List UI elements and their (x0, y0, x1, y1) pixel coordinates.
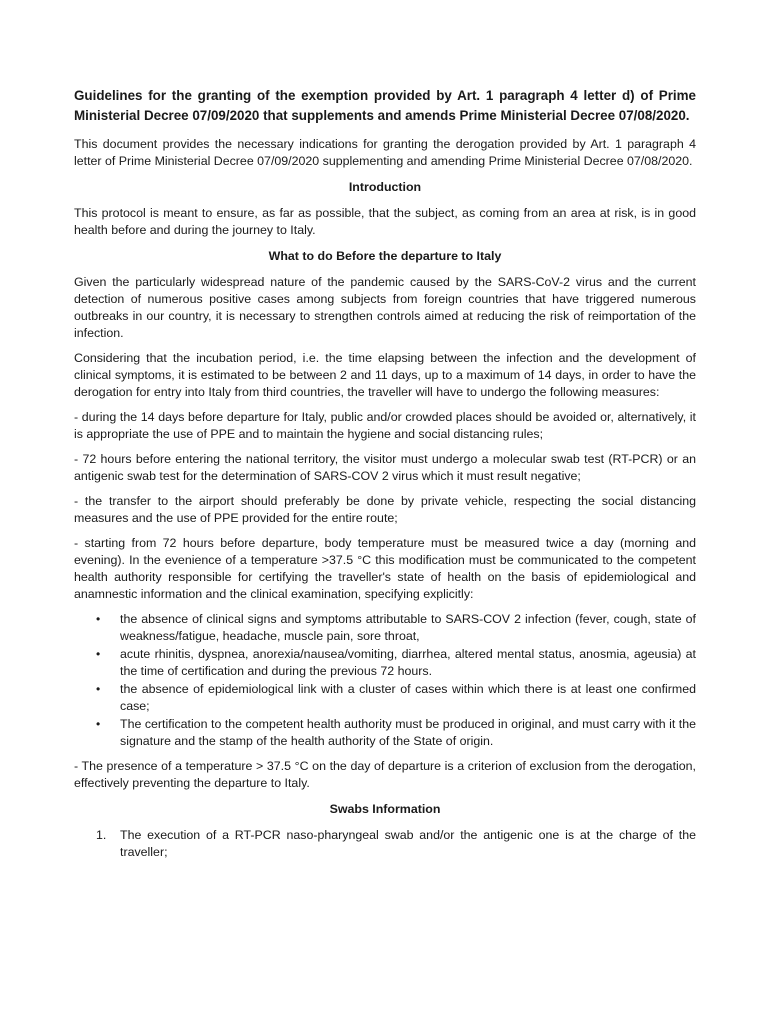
before-departure-paragraph: - 72 hours before entering the national territory, the visitor must undergo a molecular swab test (RT-PCR) or an antigenic swab test for the determination of SARS-COV 2 virus which it must result negative; (74, 452, 696, 483)
list-item (74, 646, 696, 680)
swabs-heading: Swabs Information (329, 802, 441, 816)
list-item-number: 1. (96, 828, 107, 842)
list-item-text: acute rhinitis, dyspnea, anorexia/nausea/vomiting, diarrhea, altered mental status, anosmia, ageusia) at the time of certification and during the previous 72 hours. (120, 647, 696, 678)
temperature-exclusion-paragraph: - The presence of a temperature > 37.5 °C on the day of departure is a criterion of exclusion from the derogation, effectively preventing the departure to Italy. (74, 759, 696, 790)
bullet-icon: • (96, 717, 101, 731)
swabs-list (74, 827, 696, 861)
before-departure-paragraph: Given the particularly widespread nature of the pandemic caused by the SARS-CoV-2 virus and the current detection of numerous positive cases among subjects from foreign countries that have triggered numerous outbreaks in our country, it is necessary to strengthen controls aimed at reducing the risk of reimportation of the infection. (74, 275, 696, 340)
list-item (74, 716, 696, 750)
bullet-icon: • (96, 682, 101, 696)
before-departure-paragraph: - the transfer to the airport should preferably be done by private vehicle, respecting the social distancing measures and the use of PPE provided for the entire route; (74, 494, 696, 525)
before-departure-paragraph: - during the 14 days before departure for Italy, public and/or crowded places should be avoided or, alternatively, it is appropriate the use of PPE and to maintain the hygiene and social distancing rules; (74, 410, 696, 441)
list-item (74, 827, 696, 861)
bullet-icon: • (96, 647, 101, 661)
intro-paragraph: This document provides the necessary indications for granting the derogation provided by Art. 1 paragraph 4 letter of Prime Ministerial Decree 07/09/2020 supplementing and amending Prime Ministerial Decree 07/08/2020. (74, 137, 696, 168)
list-item-text: The certification to the competent health authority must be produced in original, and must carry with it the signature and the stamp of the health authority of the State of origin. (120, 717, 696, 748)
before-departure-paragraph: - starting from 72 hours before departure, body temperature must be measured twice a day (morning and evening). In the evenience of a temperature >37.5 °C this modification must be communicated to the competent health authority responsible for certifying the traveller's state of health on the basis of epidemiological and anamnestic information and the clinical examination, specifying explicitly: (74, 536, 696, 601)
before-departure-heading: What to do Before the departure to Italy (268, 249, 502, 263)
before-departure-paragraph: Considering that the incubation period, i.e. the time elapsing between the infection and the development of clinical symptoms, it is estimated to be between 2 and 11 days, up to a maximum of 14 days, in order to have the derogation for entry into Italy from third countries, the traveller will have to undergo the following measures: (74, 351, 696, 399)
list-item-text: The execution of a RT-PCR naso-pharyngeal swab and/or the antigenic one is at the charge of the traveller; (120, 828, 696, 859)
introduction-text: This protocol is meant to ensure, as far as possible, that the subject, as coming from an area at risk, is in good health before and during the journey to Italy. (74, 206, 696, 237)
list-item-text: the absence of clinical signs and symptoms attributable to SARS-COV 2 infection (fever, cough, state of weakness/fatigue, headache, muscle pain, sore throat, (120, 612, 696, 643)
list-item (74, 611, 696, 645)
document-title: Guidelines for the granting of the exemption provided by Art. 1 paragraph 4 letter d) of Prime Ministerial Decree 07/09/2020 that supplements and amends Prime Ministerial Decree 07/08/2020. (74, 88, 696, 123)
introduction-heading: Introduction (348, 180, 422, 194)
bullet-icon: • (96, 612, 101, 626)
certification-requirements-list (74, 611, 696, 750)
list-item-text: the absence of epidemiological link with a cluster of cases within which there is at least one confirmed case; (120, 682, 696, 713)
list-item (74, 681, 696, 715)
